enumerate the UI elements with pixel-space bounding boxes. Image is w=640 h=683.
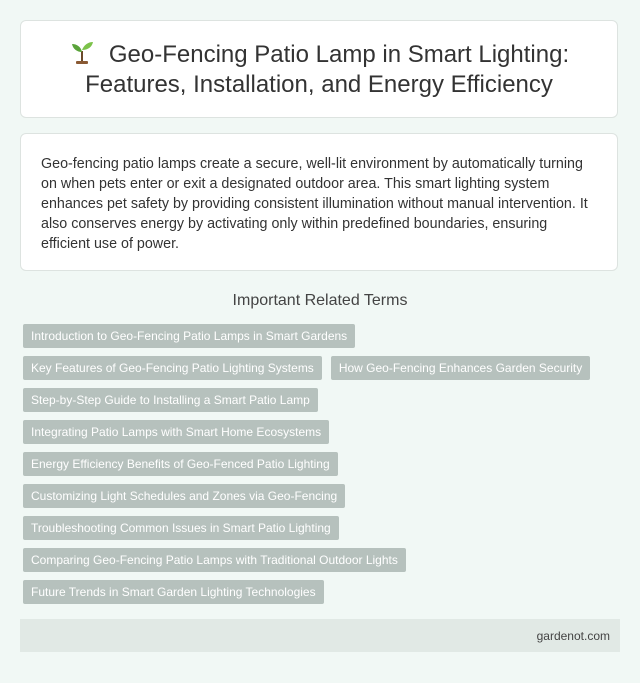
header-card — [20, 20, 618, 118]
term-tag[interactable]: Integrating Patio Lamps with Smart Home Ecosystems — [23, 420, 329, 444]
related-terms-list — [23, 324, 623, 612]
intro-text: Geo-fencing patio lamps create a secure, well-lit environment by automatically turning on when pets enter or exit a designated outdoor area. This smart lighting system enhances pet safety by providing consistent illumination without manual intervention. It also conserves energy by activating only within predefined boundaries, ensuring efficient use of power. — [41, 156, 588, 252]
intro-card — [20, 133, 618, 271]
term-tag[interactable]: How Geo-Fencing Enhances Garden Security — [331, 356, 590, 380]
term-tag[interactable]: Future Trends in Smart Garden Lighting Technologies — [23, 580, 324, 604]
term-tag[interactable]: Introduction to Geo-Fencing Patio Lamps in Smart Gardens — [23, 324, 355, 348]
term-tag[interactable]: Energy Efficiency Benefits of Geo-Fenced Patio Lighting — [23, 452, 338, 476]
term-row — [23, 452, 623, 476]
related-terms-title: Important Related Terms — [232, 292, 408, 309]
term-tag[interactable]: Key Features of Geo-Fencing Patio Lighting Systems — [23, 356, 322, 380]
term-row — [23, 420, 623, 444]
footer-site-link[interactable]: gardenot.com — [536, 628, 610, 643]
footer-bar — [20, 619, 620, 652]
term-tag[interactable]: Step-by-Step Guide to Installing a Smart Patio Lamp — [23, 388, 318, 412]
term-tag[interactable]: Comparing Geo-Fencing Patio Lamps with Traditional Outdoor Lights — [23, 548, 406, 572]
page-title-text: Geo-Fencing Patio Lamp in Smart Lighting: Features, Installation, and Energy Efficiency — [85, 40, 570, 98]
page-title — [21, 39, 617, 100]
term-row — [23, 324, 623, 348]
term-row — [23, 580, 623, 604]
term-row — [23, 356, 623, 380]
term-row — [23, 516, 623, 540]
term-tag[interactable]: Customizing Light Schedules and Zones via Geo-Fencing — [23, 484, 345, 508]
sprout-icon — [69, 39, 95, 65]
term-row — [23, 548, 623, 572]
term-row — [23, 484, 623, 508]
term-tag[interactable]: Troubleshooting Common Issues in Smart Patio Lighting — [23, 516, 339, 540]
term-row — [23, 388, 623, 412]
